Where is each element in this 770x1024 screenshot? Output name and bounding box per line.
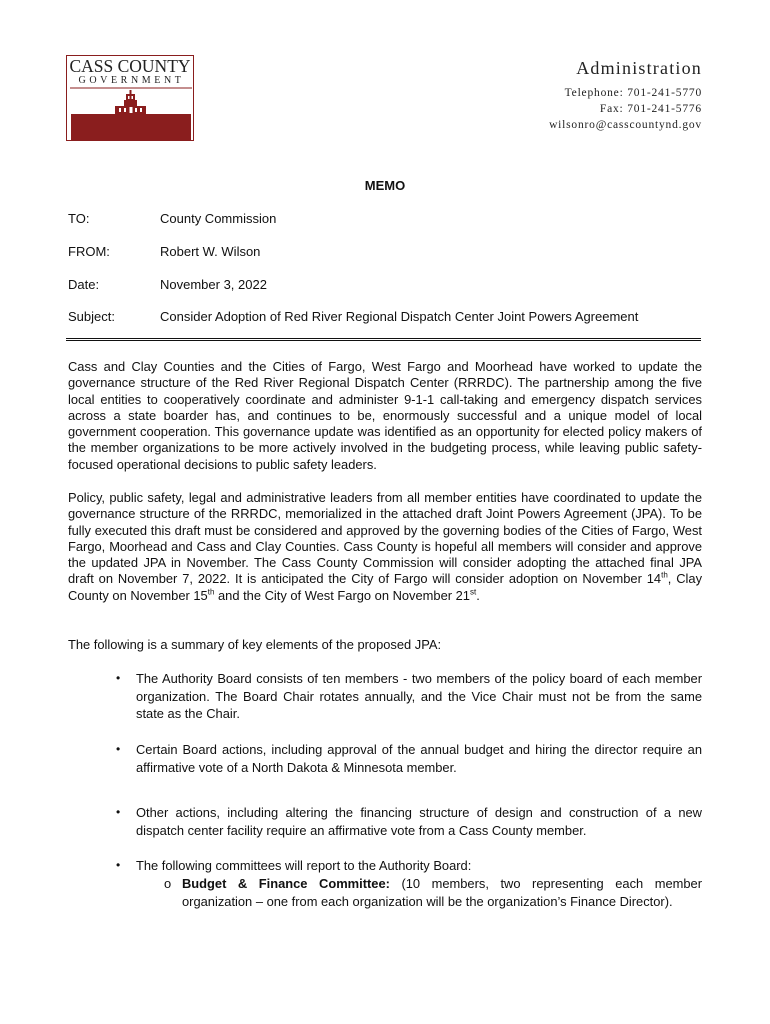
department-title: Administration bbox=[576, 58, 702, 78]
sub-bullet-icon: o bbox=[164, 876, 172, 891]
date-label: Date: bbox=[68, 277, 100, 292]
fax: Fax: 701-241-5776 bbox=[599, 103, 702, 115]
from-value: Robert W. Wilson bbox=[160, 244, 261, 259]
sub-bullet-heading: Budget & Finance Committee: bbox=[182, 876, 390, 891]
logo-title: CASS COUNTY bbox=[69, 56, 191, 76]
logo-subtitle: GOVERNMENT bbox=[78, 75, 185, 86]
administration-contact bbox=[549, 57, 702, 133]
paragraph-2-part-d: . bbox=[476, 587, 480, 603]
bullet-2: Certain Board actions, including approval of the annual budget and hiring the director require an affirmative vote of a North Dakota & Minnesota member. bbox=[136, 742, 702, 775]
bullet-4: The following committees will report to the Authority Board: bbox=[136, 858, 472, 873]
to-label: TO: bbox=[68, 211, 90, 226]
bullet-1-icon: • bbox=[116, 671, 121, 685]
header-divider bbox=[66, 338, 701, 341]
date-value: November 3, 2022 bbox=[160, 277, 267, 292]
memo-title: MEMO bbox=[364, 178, 406, 193]
to-value: County Commission bbox=[160, 211, 277, 226]
bullet-4-icon: • bbox=[116, 858, 121, 872]
sub-bullet-budget-finance bbox=[182, 875, 702, 910]
subject-label: Subject: bbox=[68, 309, 115, 324]
sup-th-2: th bbox=[207, 587, 215, 597]
subject-value: Consider Adoption of Red River Regional Dispatch Center Joint Powers Agreement bbox=[160, 309, 639, 324]
sup-th-1: th bbox=[661, 571, 668, 581]
telephone: Telephone: 701-241-5770 bbox=[564, 87, 702, 99]
cass-county-logo bbox=[66, 55, 194, 141]
paragraph-1: Cass and Clay Counties and the Cities of Fargo, West Fargo and Moorhead have worked to update the governance structure of the Red River Regional Dispatch Center (RRRDC). The partnership among the five local entities to cooperatively coordinate and administer 9-1-1 call-taking and emergency dispatch services across a state boarder has, and continues to be, enormously successful and a unique model of local government cooperation. This governance update was identified as an opportunity for elected policy makers of the member organizations to be more actively involved in the budgeting process, while leaving public safety-focused operational decisions to public safety leaders. bbox=[68, 359, 702, 472]
paragraph-2 bbox=[68, 490, 702, 604]
paragraph-2-part-c: and the City of West Fargo on November 21 bbox=[214, 587, 470, 603]
email: wilsonro@casscountynd.gov bbox=[549, 119, 702, 131]
bullet-3: Other actions, including altering the financing structure of design and construction of a new dispatch center facility require an affirmative vote from a Cass County member. bbox=[136, 805, 702, 838]
sup-st: st bbox=[469, 587, 477, 597]
from-label: FROM: bbox=[68, 244, 110, 259]
paragraph-2-part-b: , Clay County on November 15 bbox=[68, 571, 703, 603]
paragraph-3: The following is a summary of key elements of the proposed JPA: bbox=[68, 637, 442, 652]
bullet-3-icon: • bbox=[116, 805, 121, 819]
paragraph-2-part-a: Policy, public safety, legal and administrative leaders from all member entities have coordinated to update the governance structure of the RRRDC, memorialized in the attached draft Joint Powers Agreement (JPA). To be fully executed this draft must be considered and approved by the governing bodies of the Cities of Fargo, West Fargo, Moorhead and Cass and Clay Counties. Cass County is hopeful all members will consider and approve the updated JPA in November. The Cass County Commission will consider adopting the attached final JPA draft on November 7, 2022. It is anticipated the City of Fargo will consider adoption on November 14 bbox=[68, 490, 702, 587]
bullet-1: The Authority Board consists of ten members - two members of the policy board of each member organization. The Board Chair rotates annually, and the Vice Chair must not be from the same state as the Chair. bbox=[136, 671, 702, 721]
bullet-2-icon: • bbox=[116, 742, 121, 756]
sub-bullet-description: (10 members, two representing each member organization – one from each organization will be the organization’s Finance Director). bbox=[182, 876, 702, 909]
